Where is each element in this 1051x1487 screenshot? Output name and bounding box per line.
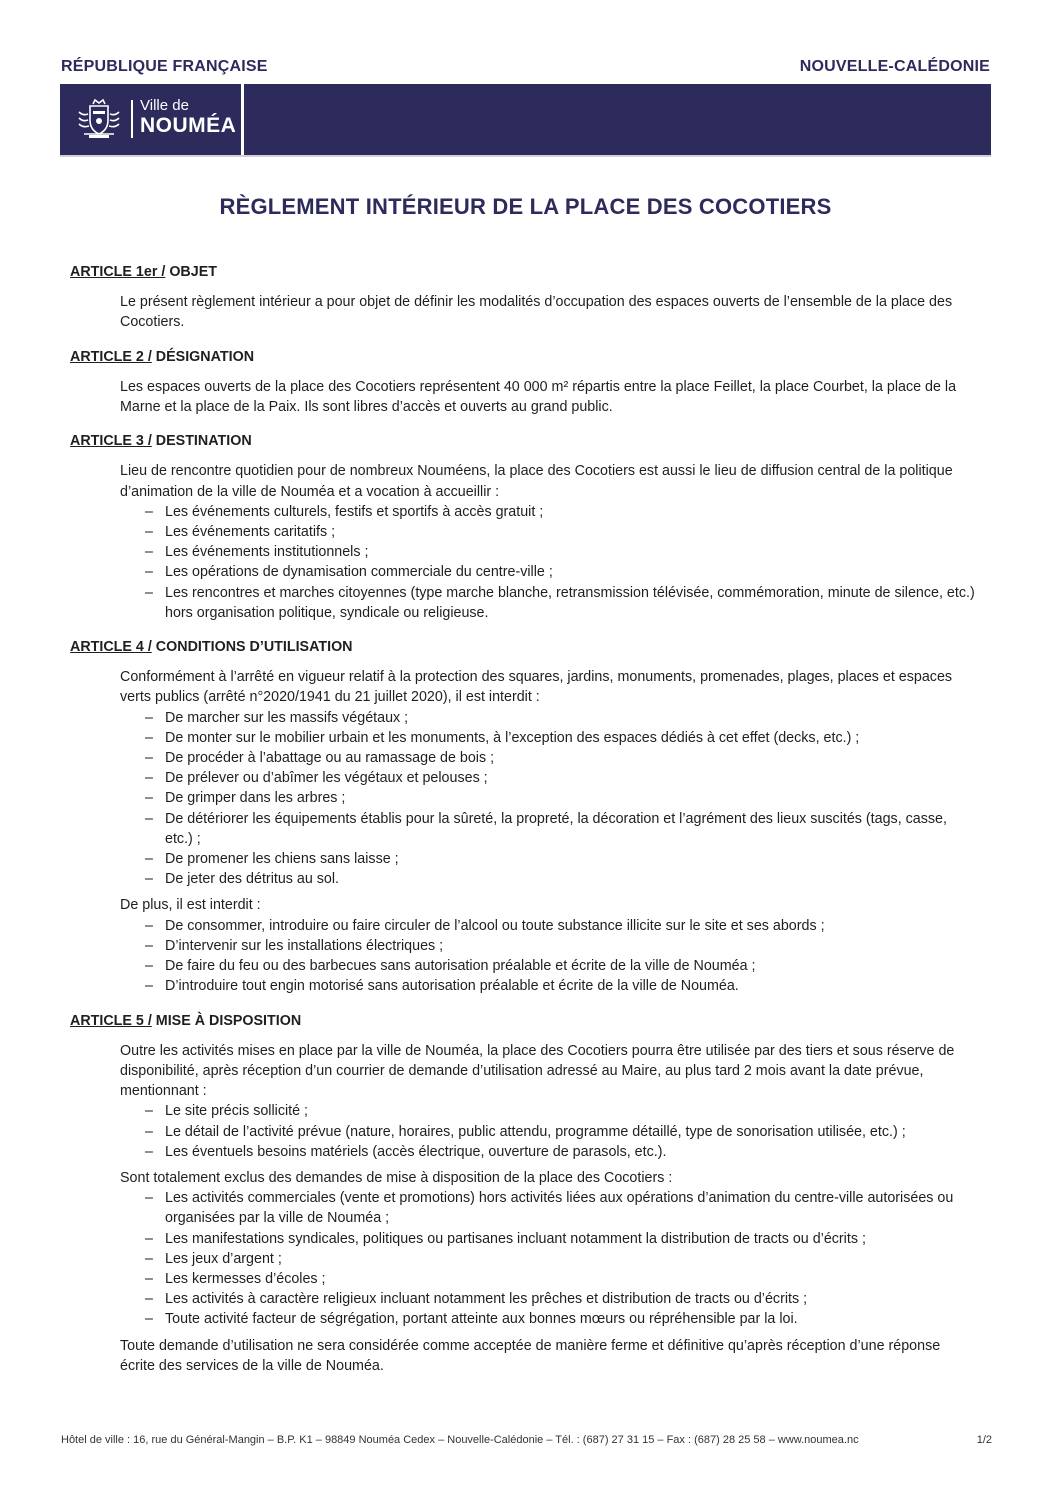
list-item: – Les opérations de dynamisation commerciale du centre-ville ; [120,562,975,582]
list-item: – De détériorer les équipements établis pour la sûreté, la propreté, la décoration et l’agrément des lieux suscités (tags, casse, etc.) ; [120,809,975,849]
list-item: – De marcher sur les massifs végétaux ; [120,708,975,728]
list-item: – De monter sur le mobilier urbain et les monuments, à l’exception des espaces dédiés à cet effet (decks, etc.) ; [120,728,975,748]
article-paragraph: Lieu de rencontre quotidien pour de nombreux Nouméens, la place des Cocotiers est aussi le lieu de diffusion central de la politique d’animation de la ville de Nouméa et a vocation à accueillir : [120,463,953,500]
article-paragraph: Le présent règlement intérieur a pour objet de définir les modalités d’occupation des espaces ouverts de l’ensemble de la place des Cocotiers. [120,294,953,331]
article-paragraph: Les espaces ouverts de la place des Cocotiers représentent 40 000 m² répartis entre la place Feillet, la place Courbet, la place de la Marne et la place de la Paix. Ils sont libres d’accès et ouverts au grand public. [120,378,957,416]
list-item: – Les événements culturels, festifs et sportifs à accès gratuit ; [120,502,975,522]
article-heading [70,637,1051,657]
list-item: – Les activités à caractère religieux incluant notamment les prêches et distribution de tracts ou d’écrits ; [120,1289,975,1309]
article-1 [0,262,1051,333]
article-list [120,1101,975,1162]
article-name: OBJET [165,264,217,280]
logo-separator [131,100,133,138]
article-list [120,916,975,997]
article-heading [70,1011,1051,1031]
article-number: ARTICLE 1er / [70,264,166,280]
logo-small-text: Ville de [140,97,189,114]
list-item: – D’introduire tout engin motorisé sans autorisation préalable et écrite de la ville de Nouméa. [120,976,975,996]
list-item: – De promener les chiens sans laisse ; [120,849,975,869]
article-heading [70,431,1051,451]
list-item: – Toute activité facteur de ségrégation, portant atteinte aux bonnes mœurs ou répréhensible par la loi. [120,1309,975,1329]
article-number: ARTICLE 5 / [70,1012,152,1029]
article-name: DÉSIGNATION [151,348,255,365]
list-item: – Les événements institutionnels ; [120,542,975,562]
footer-address: Hôtel de ville : 16, rue du Général-Mangin – B.P. K1 – 98849 Nouméa Cedex – Nouvelle-Calédonie – Tél. : (687) 27 31 15 – Fax : (687) 28 25 58 – www.noumea.nc [61,1434,859,1446]
list-item: – Les kermesses d’écoles ; [120,1269,975,1289]
article-list [120,1188,975,1329]
list-item: – De procéder à l’abattage ou au ramassage de bois ; [120,748,975,768]
header-right: NOUVELLE-CALÉDONIE [799,58,990,75]
article-number: ARTICLE 2 / [70,348,152,365]
city-logo [60,84,244,155]
list-item: – Les activités commerciales (vente et promotions) hors activités liées aux opérations d’animation du centre-ville autorisées ou organisées par la ville de Nouméa ; [120,1188,975,1228]
article-5 [0,1011,1051,1376]
header-left: RÉPUBLIQUE FRANÇAISE [61,58,268,75]
article-list [120,708,975,890]
list-item: – Les éventuels besoins matériels (accès électrique, ouverture de parasols, etc.). [120,1142,975,1162]
article-name: MISE À DISPOSITION [151,1012,302,1029]
article-heading [70,347,1051,367]
header-banner [60,84,991,157]
article-paragraph: De plus, il est interdit : [120,897,261,914]
list-item: – Les manifestations syndicales, politiques ou partisanes incluant notamment la distribution de tracts ou d’écrits ; [120,1229,975,1249]
list-item: – Le site précis sollicité ; [120,1101,975,1121]
article-3 [0,431,1051,623]
article-heading [70,262,1051,282]
article-paragraph: Sont totalement exclus des demandes de mise à disposition de la place des Cocotiers : [120,1169,673,1186]
list-item: – De grimper dans les arbres ; [120,788,975,808]
article-name: CONDITIONS D’UTILISATION [151,639,353,656]
article-4 [0,637,1051,996]
article-paragraph: Toute demande d’utilisation ne sera considérée comme acceptée de manière ferme et définitive qu’après réception d’une réponse écrite des services de la ville de Nouméa. [120,1337,941,1374]
list-item: – Le détail de l’activité prévue (nature, horaires, public attendu, programme détaillé, type de sonorisation utilisée, etc.) ; [120,1122,975,1142]
list-item: – De jeter des détritus au sol. [120,869,975,889]
article-paragraph: Conformément à l’arrêté en vigueur relatif à la protection des squares, jardins, monuments, promenades, plages, places et espaces verts publics (arrêté n°2020/1941 du 21 juillet 2020), il est interdit : [120,669,953,706]
document-body [0,262,1051,1390]
city-crest-icon [76,98,122,140]
article-name: DESTINATION [151,433,252,450]
article-paragraph: Outre les activités mises en place par la ville de Nouméa, la place des Cocotiers pourra être utilisée par des tiers et sous réserve de disponibilité, après réception d’un courrier de demande d’utilisation adressé au Maire, au plus tard 2 mois avant la date prévue, mentionnant : [120,1042,955,1100]
page-footer [61,1434,992,1446]
list-item: – D’intervenir sur les installations électriques ; [120,936,975,956]
article-number: ARTICLE 3 / [70,433,152,450]
page-number: 1/2 [976,1434,992,1446]
article-list [120,502,975,623]
logo-text [140,98,236,138]
article-number: ARTICLE 4 / [70,639,152,656]
document-title: RÈGLEMENT INTÉRIEUR DE LA PLACE DES COCOTIERS [219,194,832,219]
list-item: – De prélever ou d’abîmer les végétaux et pelouses ; [120,768,975,788]
list-item: – De consommer, introduire ou faire circuler de l’alcool ou toute substance illicite sur le site et ses abords ; [120,916,975,936]
list-item: – De faire du feu ou des barbecues sans autorisation préalable et écrite de la ville de Nouméa ; [120,956,975,976]
top-header [61,58,990,76]
list-item: – Les jeux d’argent ; [120,1249,975,1269]
article-2 [0,347,1051,418]
list-item: – Les événements caritatifs ; [120,522,975,542]
logo-city-name: NOUMÉA [140,114,237,137]
list-item: – Les rencontres et marches citoyennes (type marche blanche, retransmission télévisée, commémoration, minute de silence, etc.) hors organisation politique, syndicale ou religieuse. [120,583,975,623]
